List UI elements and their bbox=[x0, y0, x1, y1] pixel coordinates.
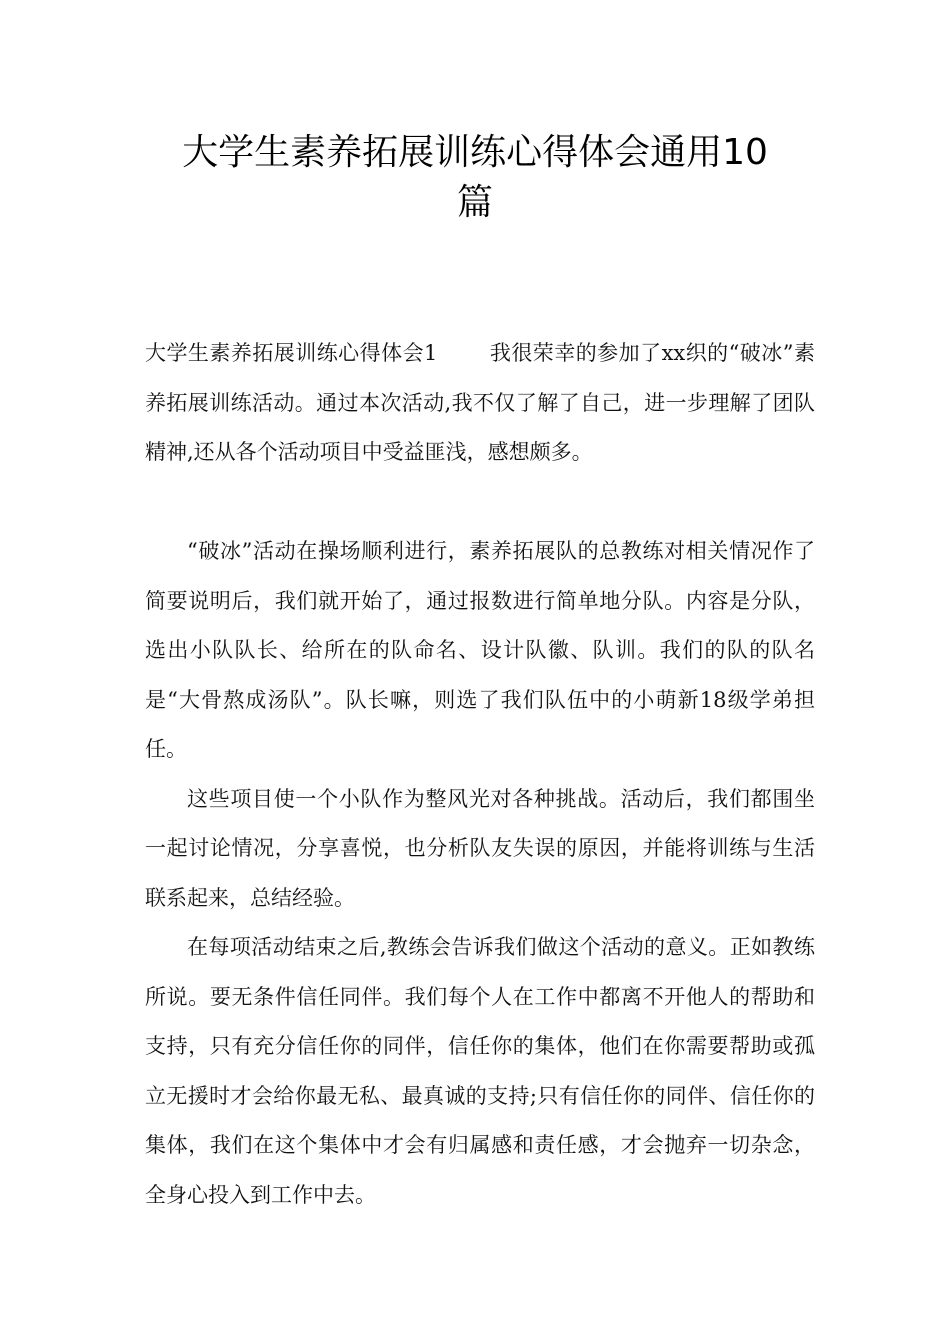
intro-section bbox=[145, 329, 815, 478]
document-title-line-2: 篇 bbox=[456, 182, 493, 223]
intro-paragraph-text: 我很荣幸的参加了xx织的“破冰”素养拓展训练活动。通过本次活动,我不仅了解了自己，进一步理解了团队精神,还从各个活动项目中受益匪浅，感想颇多。 bbox=[145, 341, 815, 464]
body-paragraph-3: 在每项活动结束之后,教练会告诉我们做这个活动的意义。正如教练所说。要无条件信任同伴。我们每个人在工作中都离不开他人的帮助和支持，只有充分信任你的同伴，信任你的集体，他们在你需要帮助或孤立无援时才会给你最无私、最真诚的支持;只有信任你的同伴、信任你的集体，我们在这个集体中才会有归属感和责任感，才会抛弃一切杂念，全身心投入到工作中去。 bbox=[145, 935, 815, 1207]
document-title-line-1: 大学生素养拓展训练心得体会通用10 bbox=[182, 132, 768, 173]
body-paragraph-1: “破冰”活动在操场顺利进行，素养拓展队的总教练对相关情况作了简要说明后，我们就开始了，通过报数进行简单地分队。内容是分队，选出小队队长、给所在的队命名、设计队徽、队训。我们的队的队名是“大骨熬成汤队”。队长嘛，则选了我们队伍中的小萌新18级学弟担任。 bbox=[145, 539, 815, 761]
article-body bbox=[145, 527, 815, 1220]
section-heading: 大学生素养拓展训练心得体会1 bbox=[145, 341, 438, 365]
body-paragraph-2: 这些项目使一个小队作为整风光对各种挑战。活动后，我们都围坐一起讨论情况，分享喜悦，也分析队友失误的原因，并能将训练与生活联系起来，总结经验。 bbox=[145, 786, 815, 910]
document-title bbox=[130, 128, 820, 228]
intro-paragraph bbox=[145, 329, 815, 478]
